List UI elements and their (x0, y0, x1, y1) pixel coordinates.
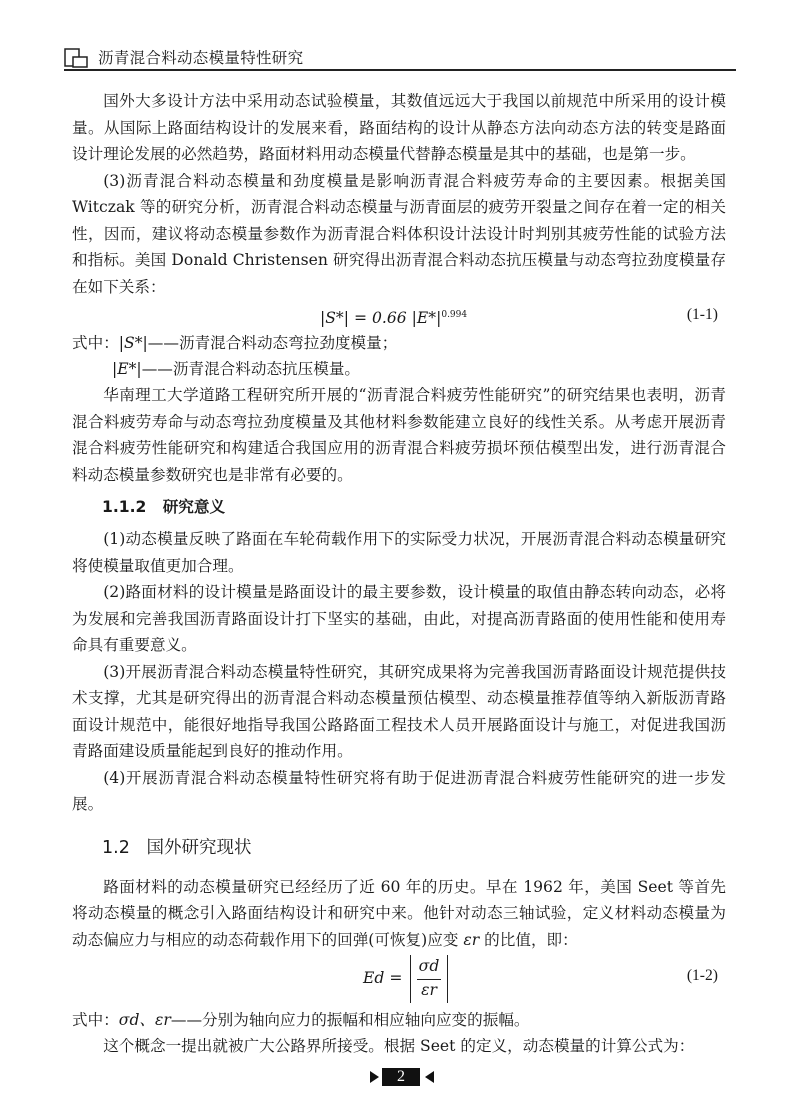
equation-number: (1-1) (686, 306, 718, 323)
equation-lhs: Ed = (363, 969, 403, 987)
symbol-definition: 式中：σd、εr——分别为轴向应力的振幅和相应轴向应变的振幅。 (72, 1011, 530, 1029)
equation-1-2 (72, 953, 726, 1007)
equation-expression: |S*| = 0.66 $|E*|^{0.994}$ (320, 309, 468, 328)
page-content (72, 88, 726, 1060)
paragraph: 路面材料的动态模量研究已经经历了近 60 年的历史。早在 1962 年，美国 Seet 等首先将动态模量的概念引入路面结构设计和研究中来。他针对动态三轴试验，定义材料动态模量为动态偏应力与相应的动态荷载作用下的回弹(可恢复)应变 εr 的比值，即： (72, 877, 726, 949)
header-title: 沥青混合料动态模量特性研究 (98, 49, 304, 67)
paragraph: 国外大多设计方法中采用动态试验模量，其数值远远大于我国以前规范中所采用的设计模量。从国际上路面结构设计的发展来看，路面结构的设计从静态方法向动态方法的转变是路面设计理论发展的必然趋势，路面材料用动态模量代替静态模量是其中的基础，也是第一步。 (72, 92, 726, 163)
symbol-definition: 式中：|S*|——沥青混合料动态弯拉劲度模量； (72, 334, 398, 352)
paragraph: (3)沥青混合料动态模量和劲度模量是影响沥青混合料疲劳寿命的主要因素。根据美国 Witczak 等的研究分析，沥青混合料动态模量与沥青面层的疲劳开裂量之间存在着一定的相关性，因而，建议将动态模量参数作为沥青混合料体积设计法设计时判别其疲劳性能的试验方法和指标。美国 Donald Christensen 研究得出沥青混合料动态抗压模量与动态弯拉劲度模量存在如下关系： (72, 171, 726, 296)
paragraph: (4)开展沥青混合料动态模量特性研究将有助于促进沥青混合料疲劳性能研究的进一步发展。 (72, 768, 726, 813)
paragraph: 这个概念一提出就被广大公路界所接受。根据 Seet 的定义，动态模量的计算公式为： (103, 1037, 695, 1055)
arrow-right-icon (370, 1071, 379, 1083)
subsection-heading: 1.1.2 研究意义 (102, 498, 226, 516)
symbol-definition: |E*|——沥青混合料动态抗压模量。 (112, 360, 361, 378)
arrow-left-icon (425, 1071, 434, 1083)
paragraph: (1)动态模量反映了路面在车轮荷载作用下的实际受力状况，开展沥青混合料动态模量研究将使模量取值更加合理。 (72, 530, 726, 575)
section-heading: 1.2 国外研究现状 (102, 837, 252, 858)
equation-number: (1-2) (686, 967, 718, 984)
paragraph: (2)路面材料的设计模量是路面设计的最主要参数，设计模量的取值由静态转向动态，必将为发展和完善我国沥青路面设计打下坚实的基础，由此，对提高沥青路面的使用性能和使用寿命具有重要意义。 (72, 583, 726, 654)
running-header (64, 44, 736, 72)
page-number: 2 (366, 1067, 438, 1087)
book-corner-icon (64, 48, 90, 68)
equation-fraction: σd εr (410, 955, 448, 1003)
paragraph: (3)开展沥青混合料动态模量特性研究，其研究成果将为完善我国沥青路面设计规范提供技术支撑，尤其是研究得出的沥青混合料动态模量预估模型、动态模量推荐值等纳入新版沥青路面设计规范中，能很好地指导我国公路路面工程技术人员开展路面设计与施工，对促进我国沥青路面建设质量能起到良好的推动作用。 (72, 662, 726, 760)
equation-1-1 (72, 300, 726, 330)
header-rule (64, 69, 736, 71)
paragraph: 华南理工大学道路工程研究所开展的“沥青混合料疲劳性能研究”的研究结果也表明，沥青混合料疲劳寿命与动态弯拉劲度模量及其他材料参数能建立良好的线性关系。从考虑开展沥青混合料疲劳性能研究和构建适合我国应用的沥青混合料疲劳损坏预估模型出发，进行沥青混合料动态模量参数研究也是非常有必要的。 (72, 386, 726, 484)
